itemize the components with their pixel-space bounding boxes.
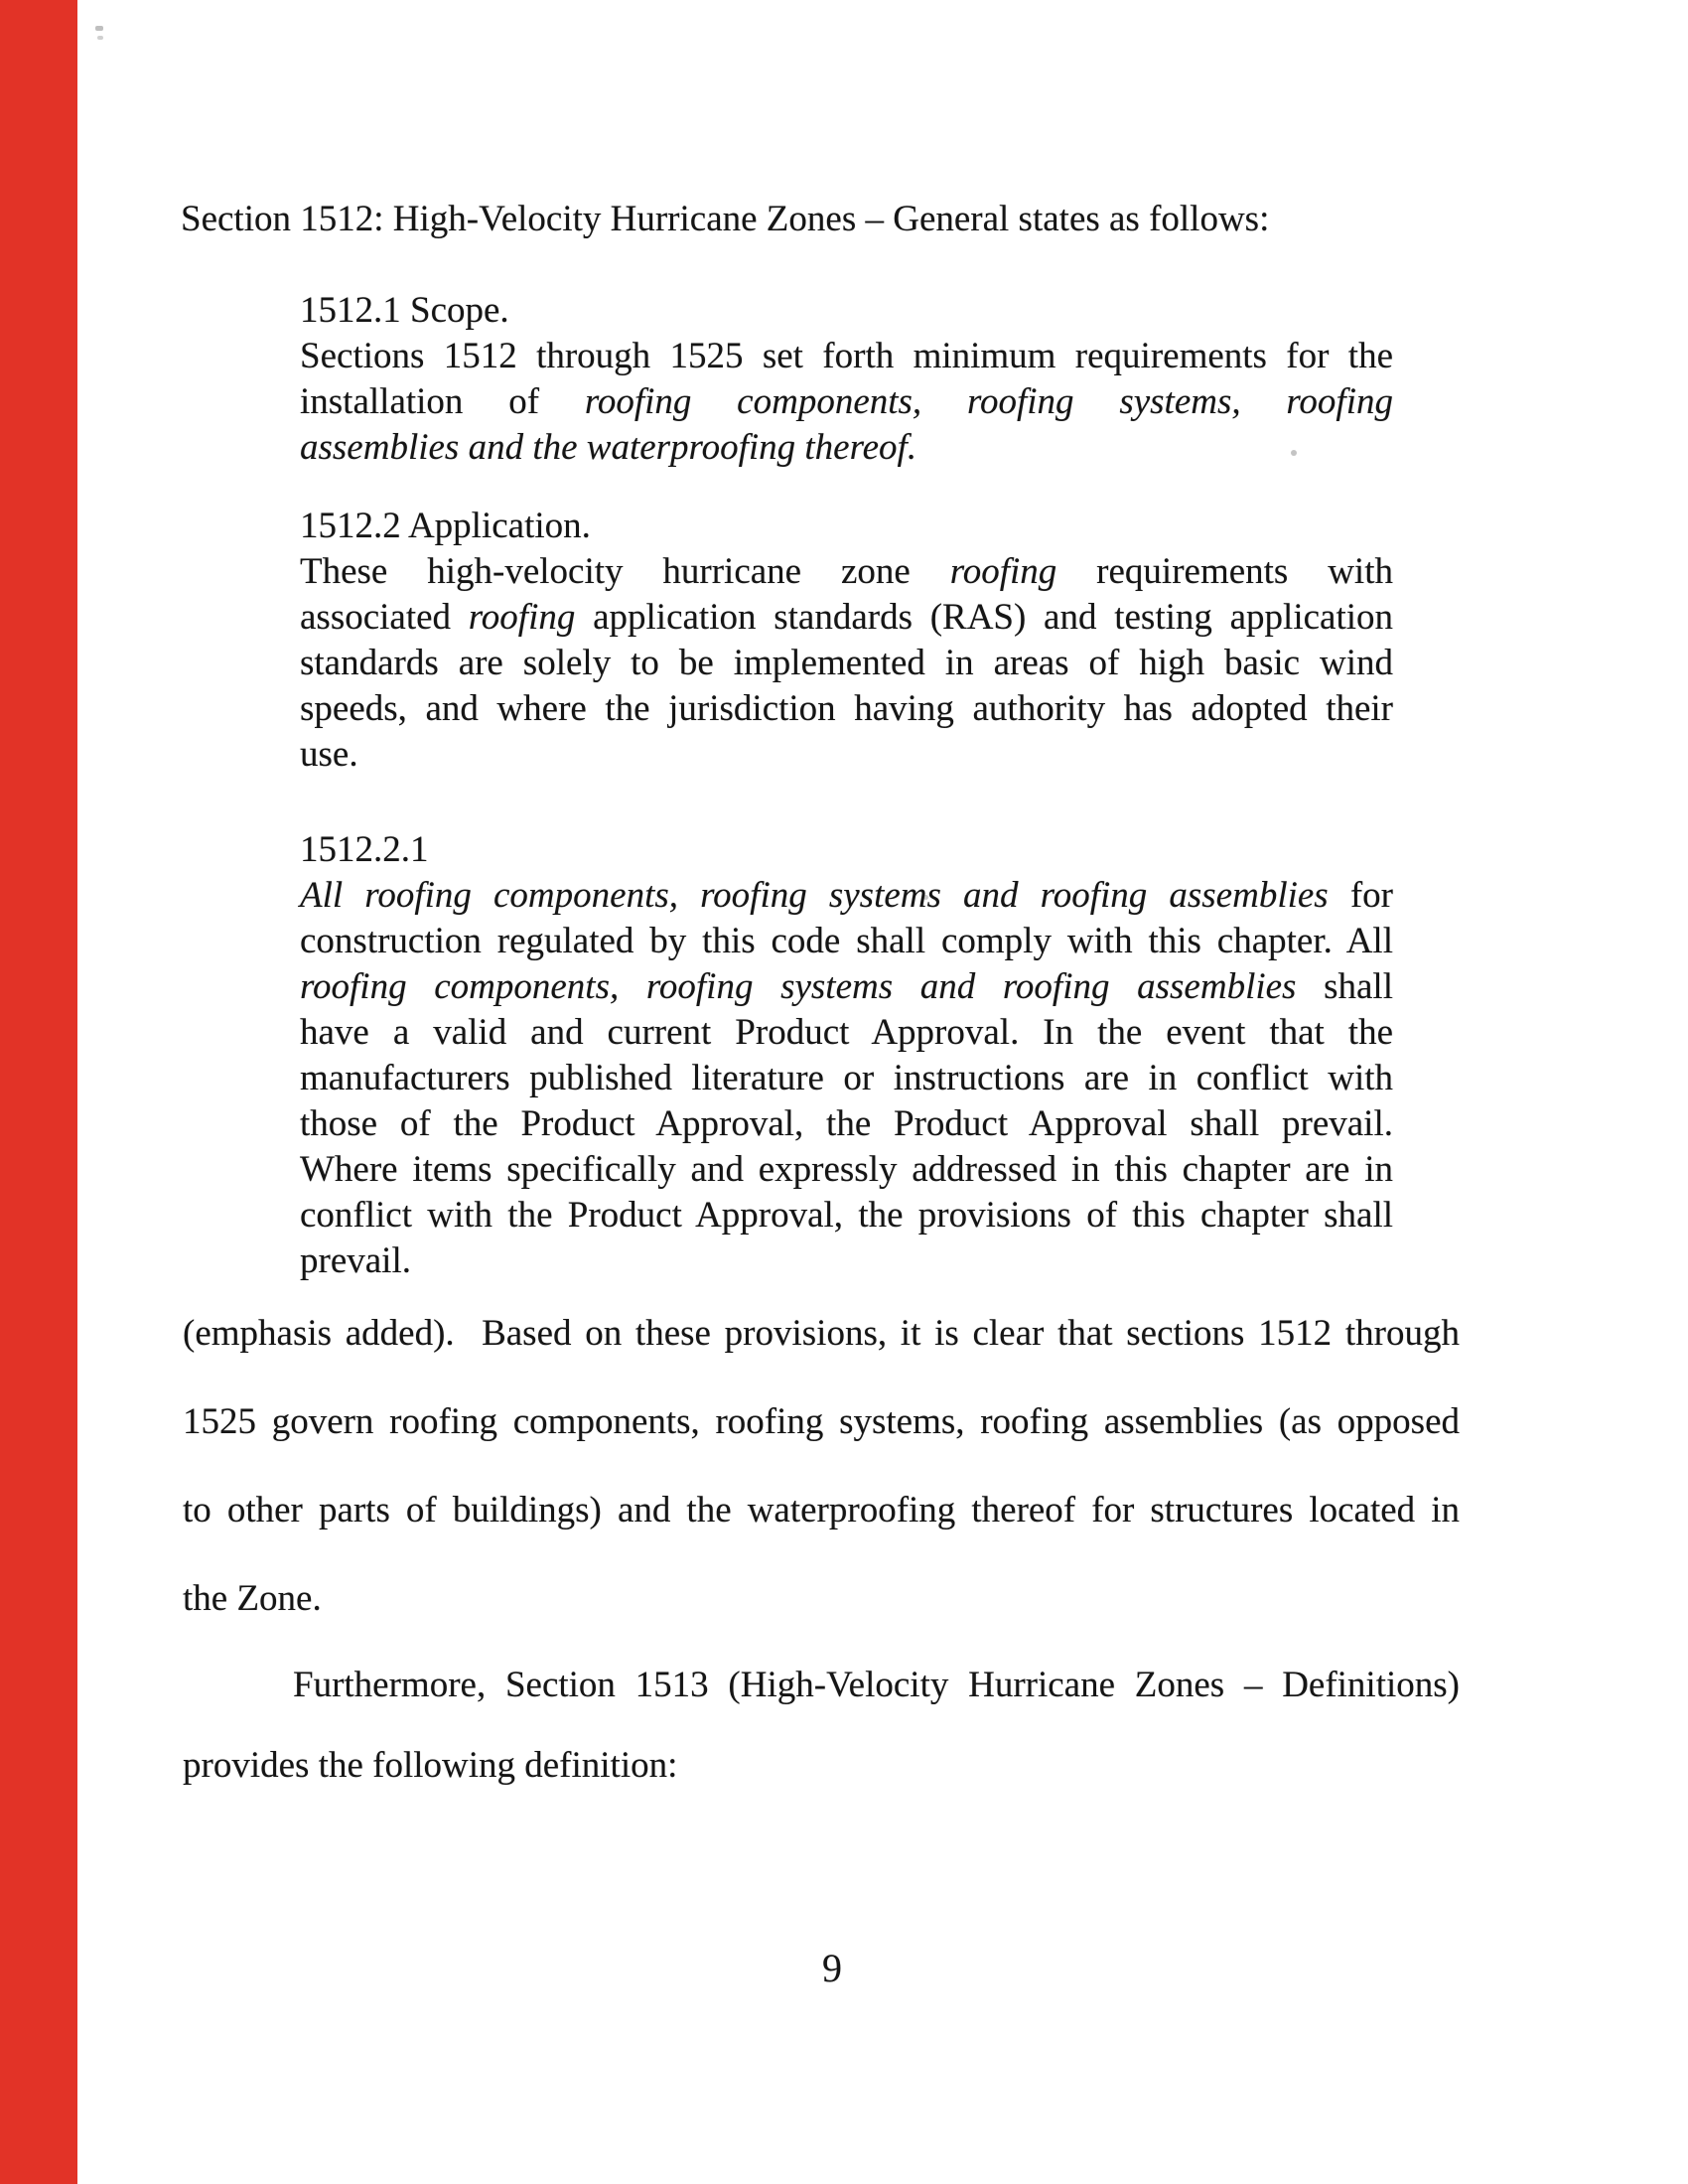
text-line: 1512.2.1 [300,829,429,870]
text-line: manufacturers published literature or instructions are in conflict with [300,1058,1393,1098]
body-paragraph-emphasis-added [183,1289,1460,1643]
blockquote-1512-2-1 [300,827,1393,1284]
section-heading: Section 1512: High-Velocity Hurricane Zones – General states as follows: [181,199,1270,239]
text-line: Where items specifically and expressly addressed in this chapter are in [300,1149,1393,1190]
text-line: 1512.1 Scope. [300,290,509,331]
text-line: standards are solely to be implemented in areas of high basic wind [300,643,1393,683]
text-line: These high-velocity hurricane zone roofing requirements with [300,551,1393,592]
text-line: All roofing components, roofing systems and roofing assemblies for [300,875,1393,916]
body-paragraph-furthermore [183,1645,1460,1806]
text-line: those of the Product Approval, the Product Approval shall prevail. [300,1103,1393,1144]
text-line: conflict with the Product Approval, the provisions of this chapter shall [300,1195,1393,1236]
text-line: associated roofing application standards (RAS) and testing application [300,597,1393,638]
text-line: construction regulated by this code shall comply with this chapter. All [300,921,1393,961]
text-line: Furthermore, Section 1513 (High-Velocity Hurricane Zones – Definitions) [293,1665,1460,1705]
text-line: assemblies and the waterproofing thereof. [300,427,917,468]
text-line: to other parts of buildings) and the waterproofing thereof for structures located in [183,1490,1460,1530]
text-line: installation of roofing components, roofing systems, roofing [300,381,1393,422]
blockquote-scope [300,288,1393,471]
text-line: use. [300,734,358,775]
text-line: prevail. [300,1240,411,1281]
red-binding-stripe [0,0,77,2184]
scan-speck [97,36,103,40]
scan-speck [95,26,103,31]
page-number: 9 [822,1946,842,1990]
text-line: roofing components, roofing systems and roofing assemblies shall [300,966,1393,1007]
text-line: 1512.2 Application. [300,506,591,546]
text-line: have a valid and current Product Approval. In the event that the [300,1012,1393,1053]
text-line: the Zone. [183,1578,322,1619]
text-line: Sections 1512 through 1525 set forth minimum requirements for the [300,336,1393,376]
text-line: 1525 govern roofing components, roofing systems, roofing assemblies (as opposed [183,1401,1460,1442]
text-line: speeds, and where the jurisdiction having authority has adopted their [300,688,1393,729]
text-line: (emphasis added). Based on these provisions, it is clear that sections 1512 through [183,1313,1460,1354]
text-line: provides the following definition: [183,1745,678,1786]
blockquote-application [300,504,1393,778]
